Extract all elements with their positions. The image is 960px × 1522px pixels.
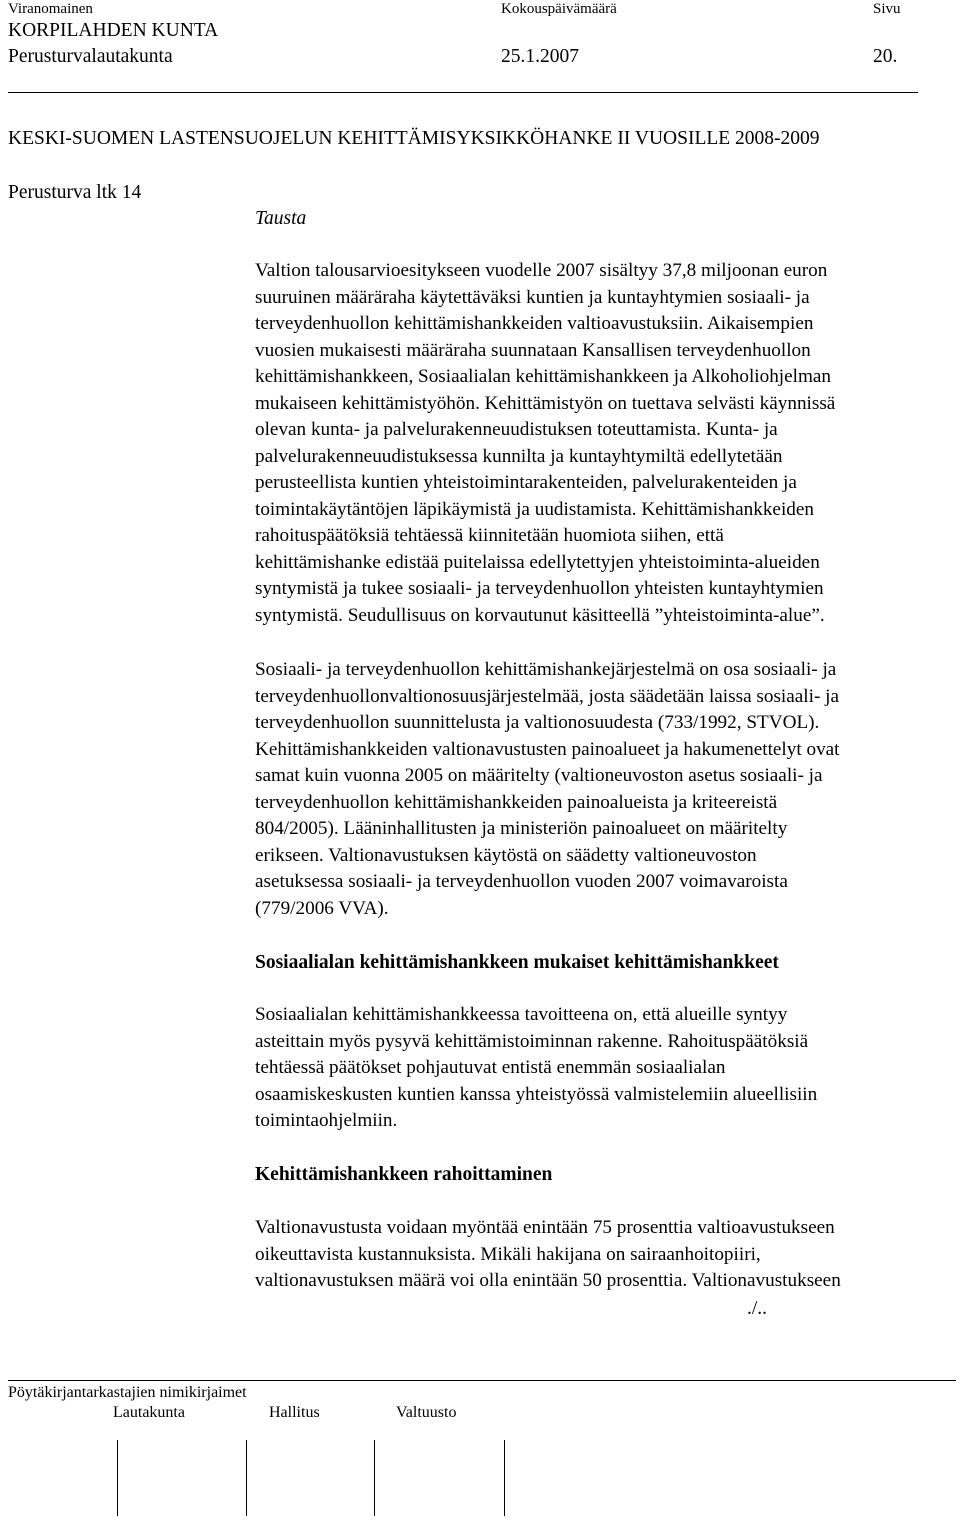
text-line: asteittain myös pysyvä kehittämistoiminnan rakenne. Rahoituspäätöksiä — [255, 1030, 809, 1052]
text-line: palvelurakenneuudistuksessa kunnilta ja kuntayhtymiltä edellytetään — [255, 445, 783, 467]
paragraph-social-projects — [255, 1002, 955, 1135]
text-line: syntymistä ja tukee sosiaali- ja terveydenhuollon yhteisten kuntayhtymien — [255, 578, 824, 599]
footer-board-label: Lautakunta — [113, 1404, 185, 1421]
text-line: kehittämishanke edistää puitelaissa edellytettyjen yhteistoiminta-alueiden — [255, 551, 820, 573]
text-line: osaamiskeskusten kuntien kanssa yhteistyössä valmistelemiin alueellisiin — [255, 1083, 818, 1105]
text-line: vuosien mukaisesti määräraha suunnataan Kansallisen terveydenhuollon — [255, 339, 811, 361]
text-line: kehittämishankkeen, Sosiaalialan kehittämishankkeen ja Alkoholiohjelman — [255, 366, 832, 387]
paragraph-legislation — [255, 657, 955, 922]
text-line: Sosiaali- ja terveydenhuollon kehittämishankejärjestelmä on osa sosiaali- ja — [255, 659, 837, 680]
signature-divider — [117, 1440, 118, 1516]
continuation-mark: ./.. — [747, 1298, 768, 1319]
section-heading-social-projects: Sosiaalialan kehittämishankkeen mukaiset kehittämishankkeet — [255, 952, 779, 973]
page-number: 20. — [873, 46, 898, 67]
footer-government-label: Hallitus — [269, 1404, 320, 1421]
section-label: Tausta — [255, 208, 307, 229]
header-authority-label: Viranomainen — [8, 1, 93, 17]
text-line: terveydenhuollon suunnittelusta ja valtionosuudesta (733/1992, STVOL). — [255, 712, 820, 733]
text-line: terveydenhuollon kehittämishankkeiden valtioavustuksiin. Aikaisempien — [255, 313, 814, 334]
paragraph-funding — [255, 1215, 955, 1295]
text-line: Valtionavustusta voidaan myöntää enintään 75 prosenttia valtioavustukseen — [255, 1217, 835, 1238]
organization-name: KORPILAHDEN KUNTA — [8, 20, 219, 41]
text-line: syntymistä. Seudullisuus on korvautunut käsitteellä ”yhteistoiminta-alue”. — [255, 604, 825, 626]
authority-name: Perusturvalautakunta — [8, 46, 173, 67]
footer-initials-label: Pöytäkirjantarkastajien nimikirjaimet — [8, 1384, 247, 1401]
text-line: olevan kunta- ja palvelurakenneuudistuksen toteuttamista. Kunta- ja — [255, 419, 778, 440]
text-line: toimintakäytäntöjen läpikäymistä ja uudistamista. Kehittämishankkeiden — [255, 498, 814, 520]
text-line: (779/2006 VVA). — [255, 897, 389, 919]
header-page-label: Sivu — [873, 1, 901, 17]
text-line: perusteellista kuntien yhteistoimintarakenteiden, palvelurakenteiden ja — [255, 472, 797, 493]
text-line: Sosiaalialan kehittämishankkeessa tavoitteena on, että alueille syntyy — [255, 1004, 788, 1025]
text-line: tehtäessä päätökset pohjautuvat entistä enemmän sosiaalialan — [255, 1057, 726, 1078]
text-line: 804/2005). Lääninhallitusten ja ministeriön painoalueet on määritelty — [255, 818, 788, 839]
header-meeting-date-label: Kokouspäivämäärä — [501, 1, 617, 17]
text-line: toimintaohjelmiin. — [255, 1110, 398, 1131]
text-line: oikeuttavista kustannuksista. Mikäli hakijana on sairaanhoitopiiri, — [255, 1243, 761, 1265]
signature-divider — [504, 1440, 505, 1516]
text-line: mukaiseen kehittämistyöhön. Kehittämistyön on tuettava selvästi käynnissä — [255, 392, 836, 414]
text-line: samat kuin vuonna 2005 on määritelty (valtioneuvoston asetus sosiaali- ja — [255, 765, 823, 786]
footer-rule — [8, 1380, 956, 1381]
text-line: valtionavustuksen määrä voi olla enintään 50 prosenttia. Valtionavustukseen — [255, 1270, 841, 1291]
meeting-date: 25.1.2007 — [501, 46, 579, 67]
paragraph-background — [255, 258, 955, 629]
case-reference: Perusturva ltk 14 — [8, 182, 142, 203]
section-heading-funding: Kehittämishankkeen rahoittaminen — [255, 1164, 553, 1185]
text-line: Valtion talousarvioesitykseen vuodelle 2007 sisältyy 37,8 miljoonan euron — [255, 260, 828, 281]
text-line: suuruinen määräraha käytettäväksi kuntien ja kuntayhtymien sosiaali- ja — [255, 286, 810, 308]
text-line: asetuksessa sosiaali- ja terveydenhuollon vuoden 2007 voimavaroista — [255, 871, 788, 892]
footer-council-label: Valtuusto — [396, 1404, 457, 1421]
signature-divider — [246, 1440, 247, 1516]
header-rule — [8, 92, 918, 93]
text-line: terveydenhuollon kehittämishankkeiden painoalueista ja kriteereistä — [255, 791, 778, 813]
text-line: rahoituspäätöksiä tehtäessä kiinnitetään huomiota siihen, että — [255, 525, 724, 546]
text-line: Kehittämishankkeiden valtionavustusten painoalueet ja hakumenettelyt ovat — [255, 738, 840, 760]
signature-divider — [374, 1440, 375, 1516]
text-line: erikseen. Valtionavustuksen käytöstä on säädetty valtioneuvoston — [255, 844, 757, 866]
document-title: KESKI-SUOMEN LASTENSUOJELUN KEHITTÄMISYKSIKKÖHANKE II VUOSILLE 2008-2009 — [8, 128, 820, 149]
text-line: terveydenhuollonvaltionosuusjärjestelmää, josta säädetään laissa sosiaali- ja — [255, 685, 839, 707]
